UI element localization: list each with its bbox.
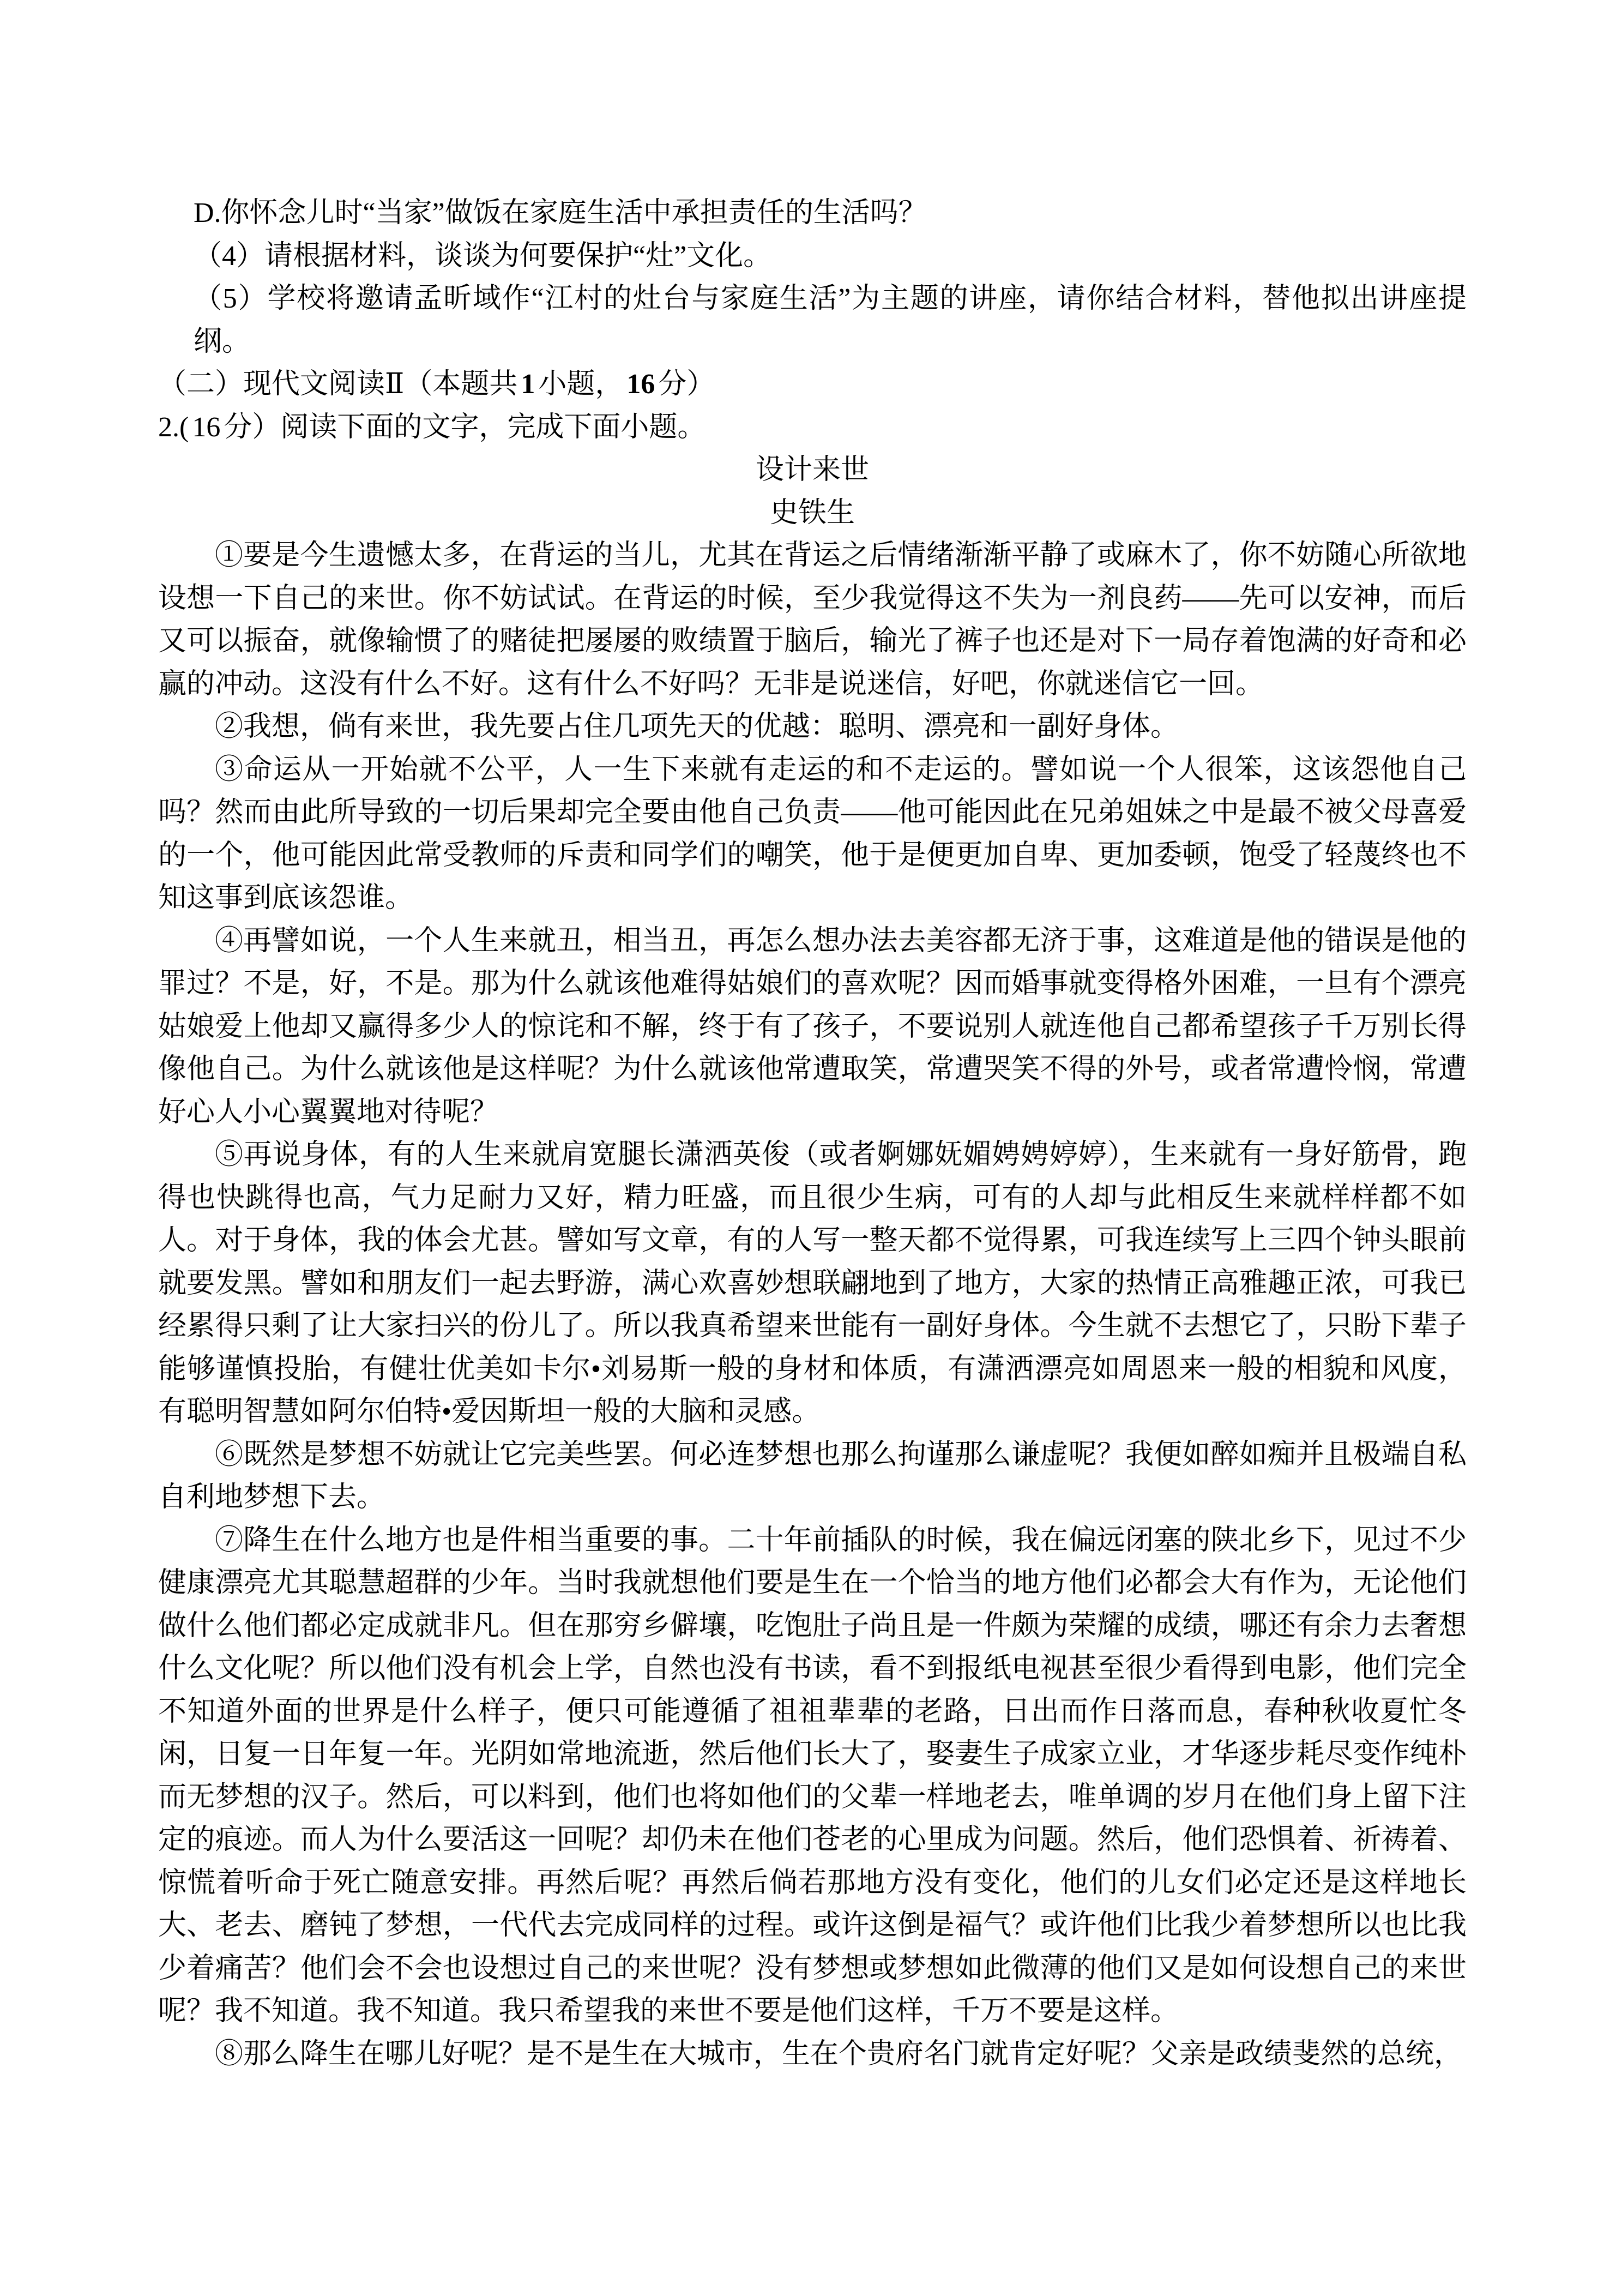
article-paragraph-2: ②我想，倘有来世，我先要占住几项先天的优越：聪明、漂亮和一副好身体。 (215, 711, 1179, 742)
question-2-prefix: 2.( (158, 411, 189, 443)
section-heading-mid: 小题， (538, 369, 624, 400)
question-2-score-number: 16 (192, 411, 221, 443)
section-question-count-number: 1 (521, 369, 535, 400)
article-paragraph-8: ⑧那么降生在哪儿好呢？是不是生在大城市，生在个贵府名门就肯定好呢？父亲是政绩斐然的总统， (215, 2038, 1463, 2070)
question-2-intro (158, 406, 1467, 449)
article-title: 设计来世 (755, 454, 869, 485)
sub-question-4: （4）请根据材料，谈谈为何要保护“灶”文化。 (194, 240, 772, 272)
article-paragraph-7: ⑦降生在什么地方也是件相当重要的事。二十年前插队的时候，我在偏远闭塞的陕北乡下，见过不少健康漂亮尤其聪慧超群的少年。当时我就想他们要是生在一个恰当的地方他们必都会大有作为，无论他们做什么他们都必定成就非凡。但在那穷乡僻壤，吃饱肚子尚且是一件颇为荣耀的成绩，哪还有余力去奢想什么文化呢？所以他们没有机会上学，自然也没有书读，看不到报纸电视甚至很少看得到电影，他们完全不知道外面的世界是什么样子，便只可能遵循了祖祖辈辈的老路，日出而作日落而息，春种秋收夏忙冬闲，日复一日年复一年。光阴如常地流逝，然后他们长大了，娶妻生子成家立业，才华逐步耗尽变作纯朴而无梦想的汉子。然后，可以料到，他们也将如他们的父辈一样地老去，唯单调的岁月在他们身上留下注定的痕迹。而人为什么要活这一回呢？却仍未在他们苍老的心里成为问题。然后，他们恐惧着、祈祷着、惊慌着听命于死亡随意安排。再然后呢？再然后倘若那地方没有变化，他们的儿女们必定还是这样地长大、老去、磨钝了梦想，一代代去完成同样的过程。或许这倒是福气？或许他们比我少着梦想所以也比我少着痛苦？他们会不会也设想过自己的来世呢？没有梦想或梦想如此微薄的他们又是如何设想自己的来世呢？我不知道。我不知道。我只希望我的来世不要是他们这样，千万不要是这样。 (158, 1524, 1467, 2027)
choice-option-d: D.你怀念儿时“当家”做饭在家庭生活中承担责任的生活吗？ (194, 197, 927, 229)
section-score-number: 16 (626, 369, 655, 400)
article-paragraph-3: ③命运从一开始就不公平，人一生下来就有走运的和不走运的。譬如说一个人很笨，这该怨他自己吗？然而由此所导致的一切后果却完全要由他自己负责——他可能因此在兄弟姐妹之中是最不被父母喜爱的一个，他可能因此常受教师的斥责和同学们的嘲笑，他于是便更加自卑、更加委顿，饱受了轻蔑终也不知这事到底该怨谁。 (158, 754, 1467, 913)
question-2-suffix: 分）阅读下面的文字，完成下面小题。 (224, 411, 706, 443)
article-paragraph-6: ⑥既然是梦想不妨就让它完美些罢。何必连梦想也那么拘谨那么谦虚呢？我便如醉如痴并且极端自私自利地梦想下去。 (158, 1439, 1467, 1513)
article-paragraph-4: ④再譬如说，一个人生来就丑，相当丑，再怎么想办法去美容都无济于事，这难道是他的错误是他的罪过？不是，好，不是。那为什么就该他难得姑娘们的喜欢呢？因而婚事就变得格外困难，一旦有个漂亮姑娘爱上他却又赢得多少人的惊诧和不解，终于有了孩子，不要说别人就连他自己都希望孩子千万别长得像他自己。为什么就该他是这样呢？为什么就该他常遭取笑，常遭哭笑不得的外号，或者常遭怜悯，常遭好心人小心翼翼地对待呢？ (158, 925, 1467, 1128)
section-heading-prefix: （二）现代文阅读Ⅱ（本题共 (158, 369, 518, 400)
section-heading-suffix: 分） (658, 369, 715, 400)
article-paragraph-5: ⑤再说身体，有的人生来就肩宽腿长潇洒英俊（或者婀娜妩媚娉娉婷婷），生来就有一身好筋骨，跑得也快跳得也高，气力足耐力又好，精力旺盛，而且很少生病，可有的人却与此相反生来就样样都不如人。对于身体，我的体会尤甚。譬如写文章，有的人写一整天都不觉得累，可我连续写上三四个钟头眼前就要发黑。譬如和朋友们一起去野游，满心欢喜妙想联翩地到了地方，大家的热情正高雅趣正浓，可我已经累得只剩了让大家扫兴的份儿了。所以我真希望来世能有一副好身体。今生就不去想它了，只盼下辈子能够谨慎投胎，有健壮优美如卡尔•刘易斯一般的身材和体质，有潇洒漂亮如周恩来一般的相貌和风度，有聪明智慧如阿尔伯特•爱因斯坦一般的大脑和灵感。 (158, 1139, 1467, 1427)
sub-question-5: （5）学校将邀请孟昕域作“江村的灶台与家庭生活”为主题的讲座，请你结合材料，替他拟出讲座提纲。 (194, 283, 1467, 357)
article-author: 史铁生 (769, 497, 855, 528)
document-content (158, 192, 1467, 2076)
article-paragraph-1: ①要是今生遗憾太多，在背运的当儿，尤其在背运之后情绪渐渐平静了或麻木了，你不妨随心所欲地设想一下自己的来世。你不妨试试。在背运的时候，至少我觉得这不失为一剂良药——先可以安神，而后又可以振奋，就像输惯了的赌徒把屡屡的败绩置于脑后，输光了裤子也还是对下一局存着饱满的好奇和必赢的冲动。这没有什么不好。这有什么不好吗？无非是说迷信，好吧，你就迷信它一回。 (158, 540, 1467, 700)
section-heading (158, 363, 1467, 406)
